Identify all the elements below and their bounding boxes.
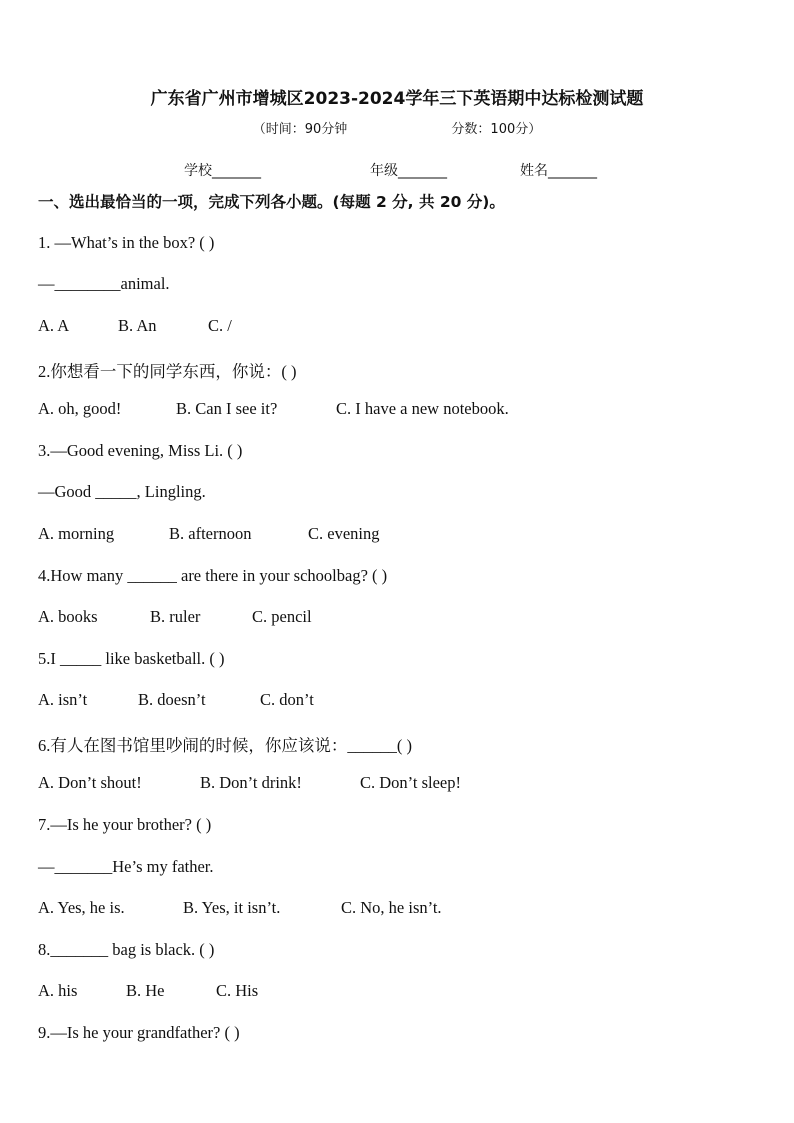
question-9-stem: 9.—Is he your grandfather? ( ) [38,1023,240,1042]
exam-meta [0,118,794,137]
question-1-option-c[interactable]: C. / [208,316,232,335]
grade-field[interactable]: 年级_______ [370,163,447,179]
question-8-option-c[interactable]: C. His [216,981,259,1000]
question-5-option-b[interactable]: B. doesn’t [138,690,206,709]
question-1-answer-line[interactable]: —________animal. [38,274,170,293]
question-3-stem: 3.—Good evening, Miss Li. ( ) [38,441,243,460]
question-8-option-b[interactable]: B. He [126,981,165,1000]
question-2-option-b[interactable]: B. Can I see it? [176,399,278,418]
question-4-option-b[interactable]: B. ruler [150,607,201,626]
question-5-stem: 5.I _____ like basketball. ( ) [38,649,225,668]
question-1-option-a[interactable]: A. A [38,316,70,335]
question-8-stem: 8._______ bag is black. ( ) [38,940,215,959]
question-7-stem: 7.—Is he your brother? ( ) [38,815,212,834]
exam-time: （时间：90分钟 [252,122,348,137]
page-title: 广东省广州市增城区2023-2024学年三下英语期中达标检测试题 [150,89,644,109]
section-heading: 一、选出最恰当的一项，完成下列各小题。(每题 2 分, 共 20 分)。 [38,193,505,211]
question-2-option-a[interactable]: A. oh, good! [38,399,122,418]
question-3-answer-line[interactable]: —Good _____, Lingling. [38,482,206,501]
question-6-stem: 6.有人在图书馆里吵闹的时候，你应该说：______( ) [38,736,412,755]
question-1-stem: 1. —What’s in the box? ( ) [38,233,215,252]
question-5-option-a[interactable]: A. isn’t [38,690,88,709]
question-7-option-b[interactable]: B. Yes, it isn’t. [183,898,281,917]
question-7-answer-line[interactable]: —_______He’s my father. [38,857,214,876]
question-3-option-a[interactable]: A. morning [38,524,115,543]
question-5-option-c[interactable]: C. don’t [260,690,314,709]
school-field[interactable]: 学校_______ [184,163,261,179]
question-1-option-b[interactable]: B. An [118,316,157,335]
question-2-option-c[interactable]: C. I have a new notebook. [336,399,509,418]
question-2-stem: 2.你想看一下的同学东西，你说：( ) [38,362,297,381]
question-3-option-b[interactable]: B. afternoon [169,524,252,543]
question-8-option-a[interactable]: A. his [38,981,78,1000]
question-7-option-c[interactable]: C. No, he isn’t. [341,898,442,917]
question-4-stem: 4.How many ______ are there in your schoolbag? ( ) [38,566,388,585]
question-6-option-b[interactable]: B. Don’t drink! [200,773,302,792]
question-4-option-a[interactable]: A. books [38,607,98,626]
name-field[interactable]: 姓名_______ [520,163,597,179]
question-6-option-c[interactable]: C. Don’t sleep! [360,773,461,792]
exam-score: 分数：100分） [451,122,542,137]
question-3-option-c[interactable]: C. evening [308,524,380,543]
question-6-option-a[interactable]: A. Don’t shout! [38,773,142,792]
question-7-option-a[interactable]: A. Yes, he is. [38,898,125,917]
question-4-option-c[interactable]: C. pencil [252,607,312,626]
